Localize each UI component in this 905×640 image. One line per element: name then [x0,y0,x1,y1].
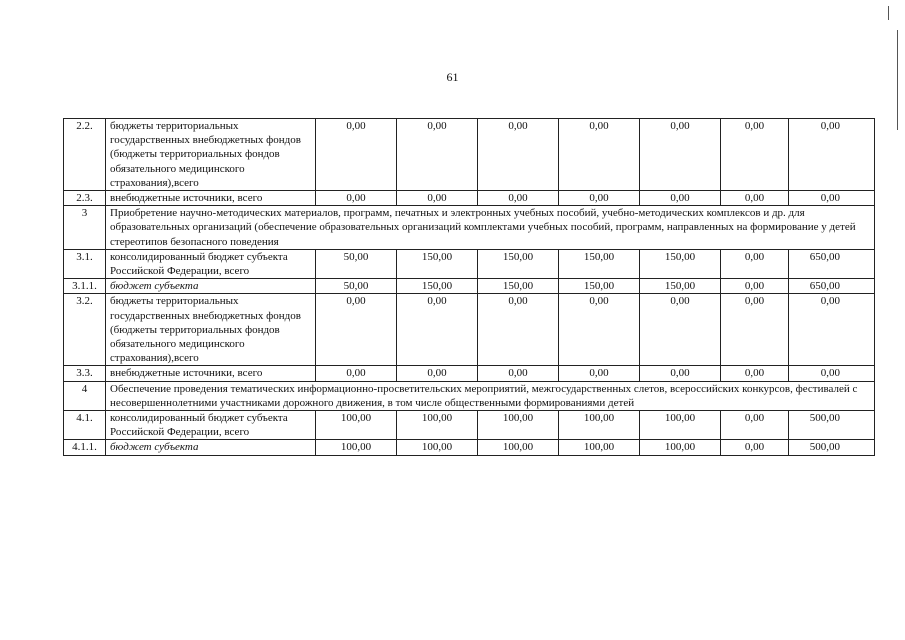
value-cell: 650,00 [789,249,875,278]
section-row [64,206,875,250]
value-cell: 0,00 [789,119,875,191]
value-cell: 0,00 [397,191,478,206]
value-cell: 150,00 [640,279,721,294]
budget-table [63,118,875,456]
value-cell: 0,00 [721,119,789,191]
value-cell: 50,00 [316,249,397,278]
row-number: 4.1. [64,411,106,440]
value-cell: 0,00 [559,191,640,206]
row-label: бюджет субъекта [106,279,316,294]
row-label: внебюджетные источники, всего [106,191,316,206]
value-cell: 0,00 [721,366,789,381]
value-cell: 100,00 [640,411,721,440]
value-cell: 0,00 [640,294,721,366]
value-cell: 0,00 [640,191,721,206]
value-cell: 0,00 [397,366,478,381]
value-cell: 650,00 [789,279,875,294]
table-row [64,294,875,366]
value-cell: 150,00 [559,279,640,294]
value-cell: 150,00 [478,279,559,294]
row-number: 2.2. [64,119,106,191]
value-cell: 0,00 [316,119,397,191]
value-cell: 0,00 [789,191,875,206]
value-cell: 0,00 [559,119,640,191]
value-cell: 0,00 [559,366,640,381]
scan-mark [888,6,889,20]
section-title: Приобретение научно-методических материалов, программ, печатных и электронных учебных пособий, учебно-методических комплексов и др. для образовательных организаций (обеспечение образовательных организаций комплектами учебных пособий, программ, направленных на формирование у детей стереотипов безопасного поведения [106,206,875,250]
value-cell: 100,00 [640,440,721,455]
table-row [64,411,875,440]
value-cell: 0,00 [397,294,478,366]
value-cell: 0,00 [721,249,789,278]
value-cell: 100,00 [559,411,640,440]
row-label: внебюджетные источники, всего [106,366,316,381]
value-cell: 50,00 [316,279,397,294]
row-number: 3 [64,206,106,250]
value-cell: 0,00 [721,411,789,440]
row-label: бюджеты территориальных государственных внебюджетных фондов (бюджеты территориальных фондов обязательного медицинского страхования),всего [106,119,316,191]
value-cell: 0,00 [478,119,559,191]
section-row [64,381,875,410]
value-cell: 100,00 [478,411,559,440]
row-label: консолидированный бюджет субъекта Российской Федерации, всего [106,411,316,440]
value-cell: 0,00 [316,191,397,206]
value-cell: 500,00 [789,440,875,455]
value-cell: 0,00 [640,119,721,191]
page-number: 61 [446,70,459,84]
value-cell: 0,00 [721,279,789,294]
value-cell: 100,00 [397,440,478,455]
value-cell: 150,00 [478,249,559,278]
value-cell: 150,00 [397,279,478,294]
value-cell: 0,00 [478,191,559,206]
value-cell: 100,00 [559,440,640,455]
row-number: 3.1.1. [64,279,106,294]
row-number: 3.2. [64,294,106,366]
value-cell: 500,00 [789,411,875,440]
table-row [64,119,875,191]
value-cell: 0,00 [478,366,559,381]
table-body [64,119,875,456]
value-cell: 0,00 [721,440,789,455]
table-row [64,440,875,455]
value-cell: 0,00 [397,119,478,191]
value-cell: 0,00 [721,294,789,366]
table-row [64,279,875,294]
value-cell: 0,00 [478,294,559,366]
value-cell: 0,00 [316,366,397,381]
value-cell: 150,00 [559,249,640,278]
value-cell: 0,00 [316,294,397,366]
value-cell: 0,00 [789,366,875,381]
table-row [64,191,875,206]
value-cell: 100,00 [316,440,397,455]
value-cell: 100,00 [316,411,397,440]
row-label: бюджеты территориальных государственных внебюджетных фондов (бюджеты территориальных фондов обязательного медицинского страхования),всего [106,294,316,366]
scan-mark [897,30,898,130]
row-number: 3.3. [64,366,106,381]
value-cell: 150,00 [640,249,721,278]
value-cell: 0,00 [721,191,789,206]
value-cell: 0,00 [789,294,875,366]
row-number: 2.3. [64,191,106,206]
row-number: 4.1.1. [64,440,106,455]
value-cell: 0,00 [640,366,721,381]
value-cell: 0,00 [559,294,640,366]
table-row [64,249,875,278]
section-title: Обеспечение проведения тематических информационно-просветительских мероприятий, межгосударственных слетов, всероссийских конкурсов, фестивалей с несовершеннолетними участниками дорожного движения, в том числе общественными формированиями детей [106,381,875,410]
value-cell: 100,00 [478,440,559,455]
row-label: консолидированный бюджет субъекта Российской Федерации, всего [106,249,316,278]
row-label: бюджет субъекта [106,440,316,455]
row-number: 4 [64,381,106,410]
row-number: 3.1. [64,249,106,278]
table-row [64,366,875,381]
value-cell: 100,00 [397,411,478,440]
value-cell: 150,00 [397,249,478,278]
